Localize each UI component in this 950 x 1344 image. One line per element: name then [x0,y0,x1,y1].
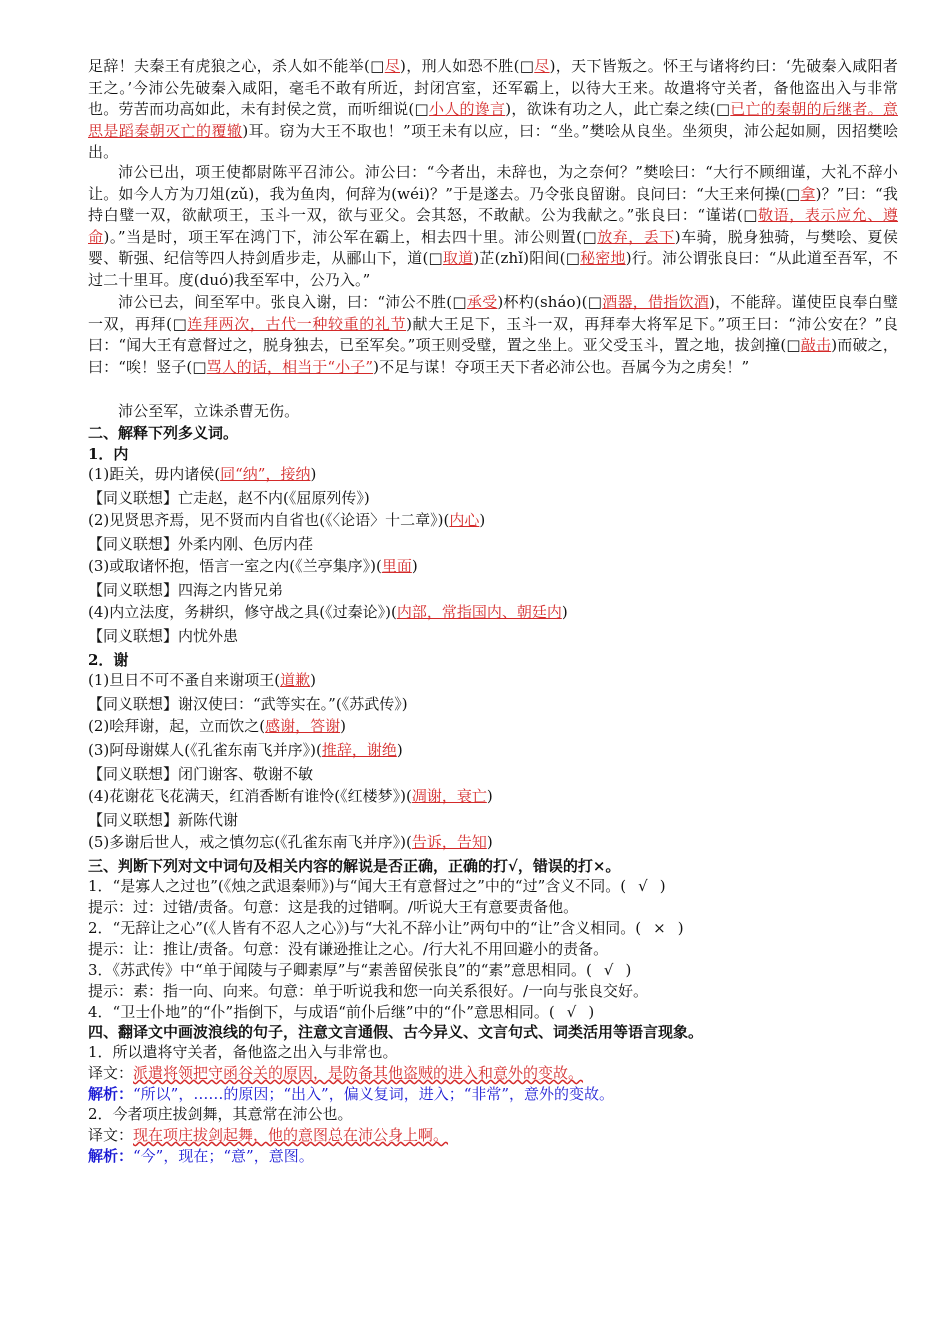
passage-paragraph-1: 足辞！夫秦王有虎狼之心，杀人如不能举(□尽)，刑人如恐不胜(□尽)，天下皆叛之。怀王与诸将约曰：‘先破秦入咸阳者王之。’今沛公先破秦入咸阳，毫毛不敢有所近，封闭宫室，还军霸上，以待大王来。故遣将守关者，备他盗出入与非常也。劳苦而功高如此，未有封侯之赏，而听细说(□小人的谗言)，欲诛有功之人，此亡秦之续(□已亡的秦朝的后继者。意思是蹈秦朝灭亡的覆辙)耳。窃为大王不取也！”项王未有以应，曰：“坐。”樊哙从良坐。坐须臾，沛公起如厕，因招樊哙出。 [88,57,898,162]
g1-item-4: (4)内立法度，务耕织，修守战之具(《过秦论》)(内部，常指国内、朝廷内) [88,603,568,621]
group-1-title: 1．内 [88,445,129,463]
s3-tip-1: 提示：过：过错/责备。句意：这是我的过错啊。/听说大王有意要责备他。 [88,898,579,916]
g1-assoc-2: 【同义联想】外柔内刚、色厉内荏 [88,535,314,553]
g2-item-4: (4)花谢花飞花满天，红消香断有谁怜(《红楼梦》)(凋谢，衰亡) [88,787,493,805]
s4-translation-1: 译文：派遣将领把守函谷关的原因，是防备其他盗贼的进入和意外的变故。 [88,1064,584,1082]
s3-item-1: 1．“是寡人之过也”(《烛之武退秦师》)与“闻大王有意督过之”中的“过”含义不同。( √ ) [88,877,666,895]
g2-item-1: (1)旦日不可不蚤自来谢项王(道歉) [88,671,316,689]
g2-item-2: (2)哙拜谢，起，立而饮之(感谢，答谢) [88,717,346,735]
g1-assoc-3: 【同义联想】四海之内皆兄弟 [88,581,284,599]
s4-item-2: 2．今者项庄拔剑舞，其意常在沛公也。 [88,1105,353,1123]
passage-paragraph-2: 沛公已出，项王使都尉陈平召沛公。沛公曰：“今者出，未辞也，为之奈何？”樊哙曰：“大行不顾细谨，大礼不辞小让。如今人方为刀俎(zǔ)，我为鱼肉，何辞为(wéi)？”于是遂去。乃令张良留谢。良问曰：“大王来何操(□拿)？”曰：“我持白璧一双，欲献项王，玉斗一双，欲与亚父。会其怒，不敢献。公为我献之。”张良曰：“谨诺(□敬语，表示应允、遵命)。”当是时，项王军在鸿门下，沛公军在霸上，相去四十里。沛公则置(□放弃，丢下)车骑，脱身独骑，与樊哙、夏侯婴、靳强、纪信等四人持剑盾步走，从郦山下，道(□取道)芷(zhǐ)阳间(□秘密地)行。沛公谓张良曰：“从此道至吾军，不过二十里耳。度(duó)我至军中，公乃入。” [88,163,898,289]
section-2-heading: 二、解释下列多义词。 [88,424,239,442]
group-2-title: 2．谢 [88,651,129,669]
s4-item-1: 1．所以遣将守关者，备他盗之出入与非常也。 [88,1043,398,1061]
s3-item-3: 3．《苏武传》中“单于闻陵与子卿素厚”与“素善留侯张良”的“素”意思相同。( √ ) [88,961,632,979]
section-4-heading: 四、翻译文中画波浪线的句子，注意文言通假、古今异义、文言句式、词类活用等语言现象。 [88,1023,704,1041]
g2-item-5: (5)多谢后世人，戒之慎勿忘(《孔雀东南飞并序》)(告诉，告知) [88,833,493,851]
g1-assoc-4: 【同义联想】内忧外患 [88,627,239,645]
g2-assoc-1: 【同义联想】谢汉使曰：“武等实在。”(《苏武传》) [88,695,408,713]
s4-analysis-2: 解析：“今”，现在；“意”，意图。 [88,1147,314,1165]
g1-assoc-1: 【同义联想】亡走赵，赵不内(《屈原列传》) [88,489,370,507]
section-3-heading: 三、判断下列对文中词句及相关内容的解说是否正确，正确的打√，错误的打×。 [88,857,621,875]
s3-item-2: 2．“无辞让之心”(《人皆有不忍人之心》)与“大礼不辞小让”两句中的“让”含义相同。( × ) [88,919,684,937]
g2-item-3: (3)阿母谢媒人(《孔雀东南飞并序》)(推辞，谢绝) [88,741,403,759]
g2-assoc-2: 【同义联想】闭门谢客、敬谢不敏 [88,765,314,783]
passage-paragraph-3: 沛公已去，间至军中。张良入谢，曰：“沛公不胜(□承受)杯杓(sháo)(□酒器，借指饮酒)，不能辞。谨使臣良奉白璧一双，再拜(□连拜两次，古代一种较重的礼节)献大王足下，玉斗一双，再拜奉大将军足下。”项王曰：“沛公安在？”良曰：“闻大王有意督过之，脱身独去，已至军矣。”项王则受璧，置之坐上。亚父受玉斗，置之地，拔剑撞(□敲击)而破之，曰：“唉！竖子(□骂人的话，相当于“小子”)不足与谋！夺项王天下者必沛公也。吾属今为之虏矣！” [88,293,899,376]
s3-tip-3: 提示：素：指一向、向来。句意：单于听说我和您一向关系很好。/一向与张良交好。 [88,982,649,1000]
g1-item-3: (3)或取诸怀抱，悟言一室之内(《兰亭集序》)(里面) [88,557,418,575]
passage-paragraph-4: 沛公至军，立诛杀曹无伤。 [118,402,300,420]
s3-tip-2: 提示：让：推让/责备。句意：没有谦逊推让之心。/行大礼不用回避小的责备。 [88,940,609,958]
s4-translation-2: 译文：现在项庄拔剑起舞，他的意图总在沛公身上啊。 [88,1126,449,1144]
s3-item-4: 4．“卫士仆地”的“仆”指倒下，与成语“前仆后继”中的“仆”意思相同。( √ ) [88,1003,595,1021]
s4-analysis-1: 解析：“所以”，……的原因；“出入”，偏义复词，进入；“非常”，意外的变故。 [88,1085,615,1103]
g1-item-1: (1)距关，毋内诸侯(同“纳”，接纳) [88,465,317,483]
g1-item-2: (2)见贤思齐焉，见不贤而内自省也(《〈论语〉十二章》)(内心) [88,511,486,529]
g2-assoc-3: 【同义联想】新陈代谢 [88,811,239,829]
